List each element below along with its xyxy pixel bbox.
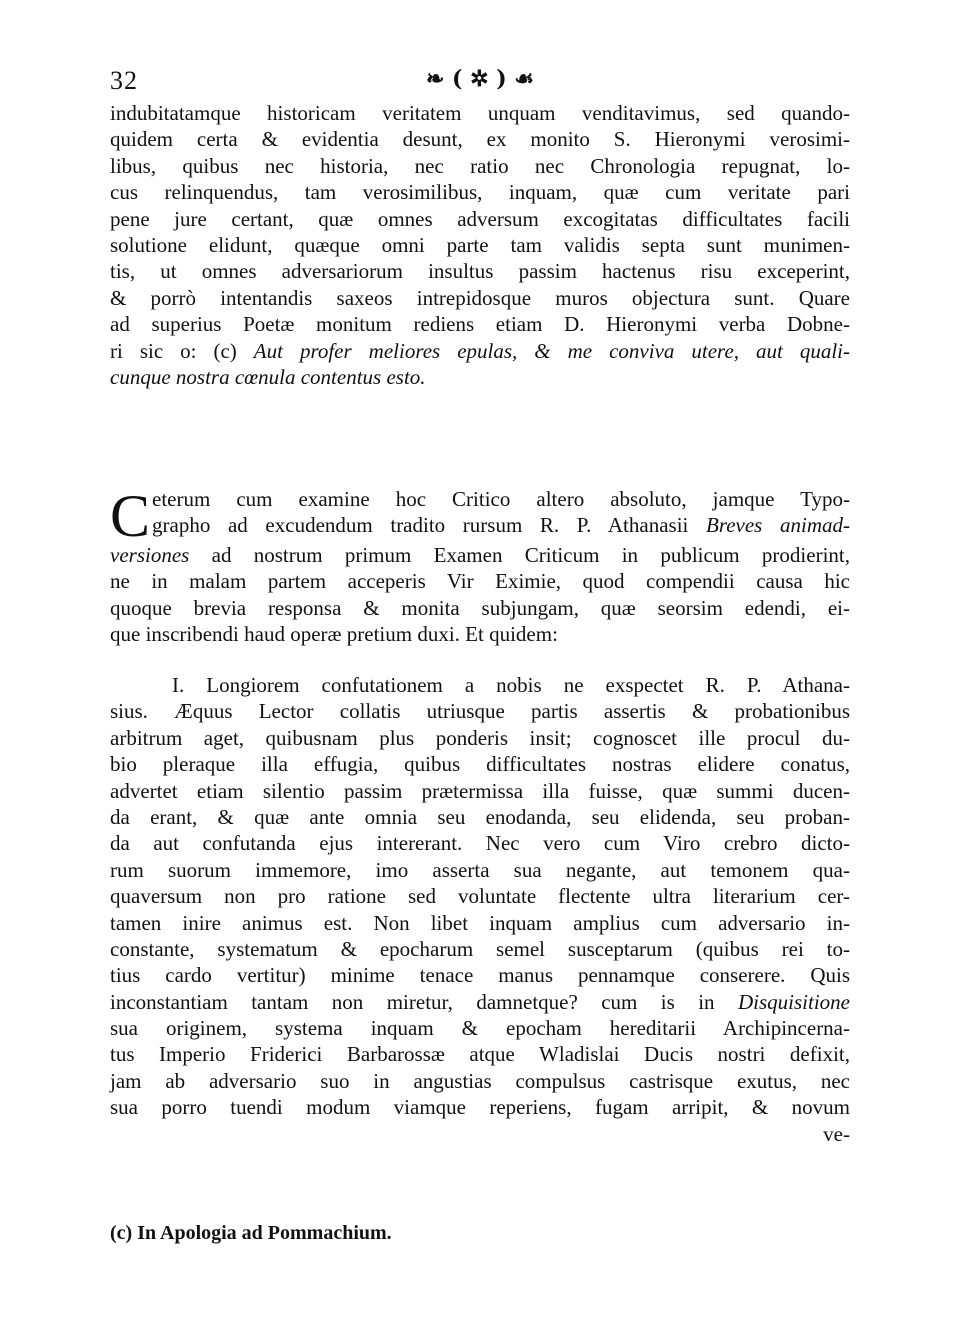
paragraph-point-one bbox=[110, 672, 850, 1147]
text-line: quoque brevia responsa & monita subjungam, quæ seorsim edendi, ei- bbox=[110, 595, 850, 620]
page-number: 32 bbox=[110, 66, 138, 95]
text-line: bio pleraque illa effugia, quibus difficultates nostras elidere conatus, bbox=[110, 752, 850, 777]
paragraph-ceterum bbox=[110, 483, 850, 648]
text-line: solutione elidunt, quæque omni parte tam validis septa sunt munimen- bbox=[110, 232, 850, 257]
text-line bbox=[110, 512, 850, 538]
text-line: sua porro tuendi modum viamque reperiens, fugam arripit, & novum bbox=[110, 1095, 850, 1120]
text-line: quidem certa & evidentia desunt, ex monito S. Hieronymi verosimi- bbox=[110, 127, 850, 152]
text-line: arbitrum aget, quibusnam plus ponderis insit; cognoscet ille procul du- bbox=[110, 725, 850, 750]
text-line: jam ab adversario suo in angustias compulsus castrisque exutus, nec bbox=[110, 1068, 850, 1093]
citation-lead: ri sic o: (c) bbox=[110, 338, 254, 363]
text-line: tus Imperio Friderici Barbarossæ atque Wladislai Ducis nostri defixit, bbox=[110, 1042, 850, 1067]
text-segment: grapho ad excudendum tradito rursum R. P. Athanasii bbox=[152, 513, 706, 538]
text-segment: ad nostrum primum Examen Criticum in publicum prodierint, bbox=[189, 543, 850, 567]
citation-quote: Aut profer meliores epulas, & me conviva utere, aut quali- bbox=[253, 338, 850, 363]
footnote: (c) In Apologia ad Pommachium. bbox=[110, 1222, 392, 1244]
citation-quote-end: cunque nostra cœnula contentus esto. bbox=[110, 364, 426, 389]
catchword: ve- bbox=[823, 1121, 850, 1146]
text-line: tis, ut omnes adversariorum insultus passim hactenus risu exceperint, bbox=[110, 259, 850, 284]
text-segment: inconstantiam tantam non miretur, damnetque? cum is in bbox=[110, 989, 738, 1014]
text-line: da aut confutanda ejus intererant. Nec vero cum Viro crebro dicto- bbox=[110, 831, 850, 856]
text-line: & porrò intentandis saxeos intrepidosque muros objectura sunt. Quare bbox=[110, 285, 850, 310]
text-line: sua originem, systema inquam & epocham hereditarii Archipincerna- bbox=[110, 1016, 850, 1041]
header-ornament: ❧ ( ✲ ) ☙ bbox=[425, 66, 535, 92]
text-line: indubitatamque historicam veritatem unquam venditavimus, sed quando- bbox=[110, 101, 850, 125]
text-line: ne in malam partem acceperis Vir Eximie, quod compendii causa hic bbox=[110, 569, 850, 594]
paragraph-continuation bbox=[110, 100, 850, 390]
drop-cap: C bbox=[110, 483, 151, 549]
text-line: sius. Æquus Lector collatis utriusque partis assertis & probationibus bbox=[110, 699, 850, 724]
text-line: libus, quibus nec historia, nec ratio nec Chronologia repugnat, lo- bbox=[110, 153, 850, 178]
text-line bbox=[110, 989, 850, 1015]
text-line: quaversum non pro ratione sed voluntate flectente ultra literarium cer- bbox=[110, 884, 850, 909]
italic-title: versiones bbox=[110, 543, 190, 567]
text-line: ad superius Poetæ monitum rediens etiam D. Hieronymi verba Dobne- bbox=[110, 312, 850, 337]
text-line: advertet etiam silentio passim prætermissa illa fuisse, quæ summi ducen- bbox=[110, 778, 850, 803]
text-line: tius cardo vertitur) minime tenace manus pennamque conserere. Quis bbox=[110, 963, 850, 988]
text-line: tamen inire animus est. Non libet inquam amplius cum adversario in- bbox=[110, 910, 850, 935]
text-line: rum suorum immemore, imo asserta sua negante, aut temonem qua- bbox=[110, 857, 850, 882]
text-line: da erant, & quæ ante omnia seu enodanda, seu elidenda, seu proban- bbox=[110, 804, 850, 829]
text-line: constante, systematum & epocharum semel susceptarum (quibus rei to- bbox=[110, 936, 850, 961]
text-line-citation bbox=[110, 338, 850, 364]
text-line: I. Longiorem confutationem a nobis ne exspectet R. P. Athana- bbox=[172, 673, 850, 697]
text-line: cus relinquendus, tam verosimilibus, inquam, quæ cum veritate pari bbox=[110, 180, 850, 205]
text-line: que inscribendi haud operæ pretium duxi. Et quidem: bbox=[110, 622, 558, 647]
italic-title: Disquisitione bbox=[737, 989, 850, 1014]
text-line: eterum cum examine hoc Critico altero absoluto, jamque Typo- bbox=[152, 487, 850, 511]
italic-title: Breves animad- bbox=[706, 513, 850, 538]
text-line bbox=[110, 542, 850, 568]
text-line: pene jure certant, quæ omnes adversum excogitatas difficultates facili bbox=[110, 206, 850, 231]
